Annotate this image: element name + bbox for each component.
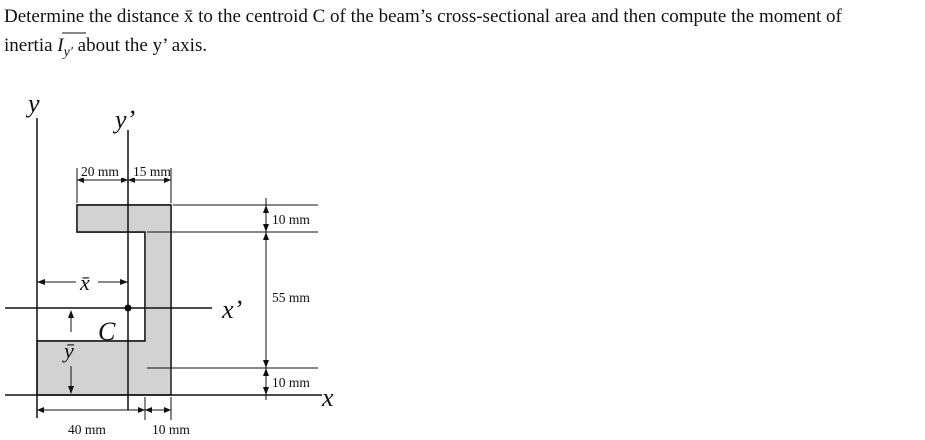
ybar-label: ȳ: [64, 338, 74, 363]
bottom-arrow-right: [164, 407, 171, 413]
y-axis-label: y: [28, 89, 40, 118]
question-line-2-suffix: about the y’ axis.: [72, 35, 208, 56]
beam-outline: [37, 205, 171, 395]
dim-top-right: 15 mm: [133, 164, 171, 179]
y-prime-axis-label: y’: [115, 105, 136, 134]
dim-bottom-width: 40 mm: [68, 422, 106, 437]
inertia-symbol: I: [57, 35, 64, 56]
arrow-web-up: [263, 232, 269, 240]
xbar-arrow-right: [120, 279, 128, 285]
arrow-web-down: [263, 360, 269, 368]
x-prime-axis-label: x’: [222, 295, 243, 324]
arrow-flange-bottom-up: [263, 368, 269, 376]
dim-flange-top: 10 mm: [272, 212, 310, 227]
bottom-arrow-mid: [138, 407, 145, 413]
question-line-2: [4, 35, 207, 60]
bottom-arrow-left: [37, 407, 44, 413]
dim-top-left: 20 mm: [81, 164, 119, 179]
question-line-1: Determine the distance x̄ to the centroid C of the beam’s cross-sectional area and then compute the moment of: [4, 6, 842, 27]
question-line-2-prefix: inertia: [4, 35, 58, 56]
dim-web-thickness: 10 mm: [152, 422, 190, 437]
arrow-flange-top-down: [263, 224, 269, 232]
x-axis-label: x: [322, 383, 334, 412]
bottom-arrow-web-left: [145, 407, 152, 413]
centroid-label: C: [98, 317, 116, 346]
inertia-subscript: y′: [63, 45, 73, 60]
arrow-flange-bottom-down: [263, 387, 269, 395]
xbar-arrow-left: [37, 279, 45, 285]
xbar-label: x̄: [80, 270, 90, 295]
ybar-arrow-top: [68, 310, 74, 318]
arrow-flange-top-up: [263, 205, 269, 213]
dim-web-height: 55 mm: [272, 290, 310, 305]
dim-flange-bottom: 10 mm: [272, 375, 310, 390]
centroid-dot: [125, 305, 132, 312]
